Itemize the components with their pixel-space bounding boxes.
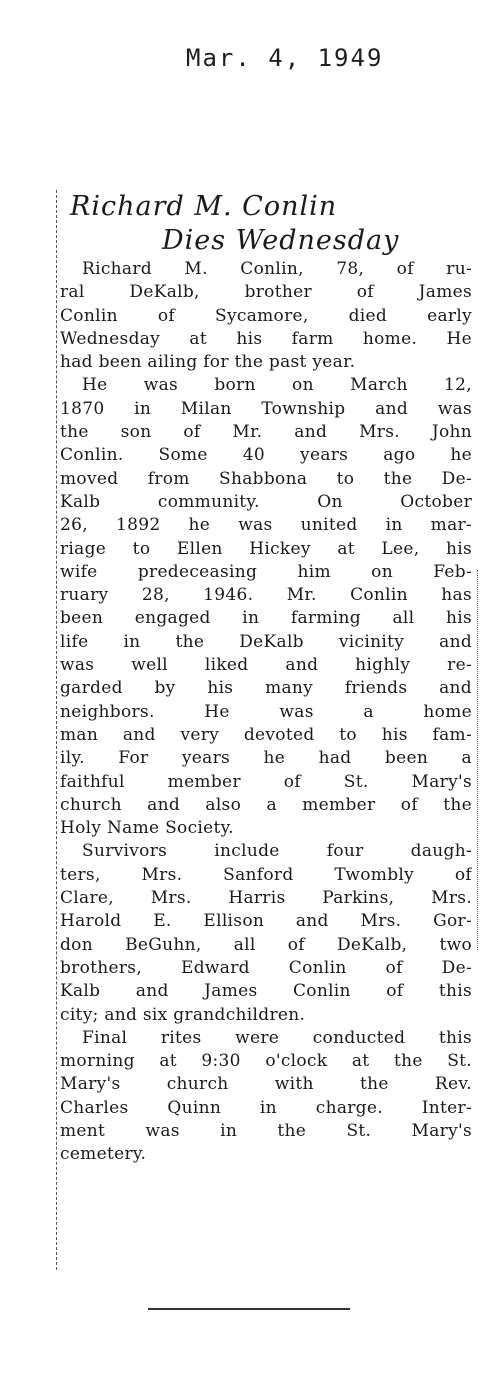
clipping-cut-edge-left <box>56 190 57 1270</box>
text-line: been engaged in farming all his <box>60 608 472 629</box>
text-line: faithful member of St. Mary's <box>60 771 472 792</box>
text-line: ily. For years he had been a <box>60 748 472 769</box>
text-line: Kalb community. On October <box>60 491 472 512</box>
text-line: church and also a member of the <box>60 794 472 815</box>
text-line: He was born on March 12, <box>82 375 472 396</box>
text-line: Conlin of Sycamore, died early <box>60 305 472 326</box>
text-line: Wednesday at his farm home. He <box>60 328 472 349</box>
text-line: Richard M. Conlin, 78, of ru- <box>82 259 472 279</box>
text-line: neighbors. He was a home <box>60 701 472 722</box>
text-line: riage to Ellen Hickey at Lee, his <box>60 538 472 559</box>
text-line: Charles Quinn in charge. Inter- <box>60 1097 472 1118</box>
text-line: Kalb and James Conlin of this <box>60 981 472 1002</box>
obituary-headline <box>60 190 472 258</box>
text-line: cemetery. <box>60 1144 147 1165</box>
text-line: ters, Mrs. Sanford Twombly of <box>60 864 472 885</box>
text-line: had been ailing for the past year. <box>60 352 356 373</box>
text-line: Conlin. Some 40 years ago he <box>60 445 472 466</box>
text-line: ruary 28, 1946. Mr. Conlin has <box>60 585 472 606</box>
text-line: man and very devoted to his fam- <box>60 724 472 745</box>
obituary-body <box>60 258 472 1167</box>
text-line: moved from Shabbona to the De- <box>60 468 472 489</box>
text-line: Mary's church with the Rev. <box>60 1074 472 1095</box>
headline-line-1: Richard M. Conlin <box>70 191 338 222</box>
text-line: Final rites were conducted this <box>82 1027 472 1048</box>
newspaper-clipping <box>60 190 472 1167</box>
text-line: city; and six grandchildren. <box>60 1004 306 1025</box>
clipping-date: Mar. 4, 1949 <box>186 44 384 72</box>
text-line: 1870 in Milan Township and was <box>60 398 472 419</box>
text-line: ment was in the St. Mary's <box>60 1120 472 1141</box>
clipping-cut-edge-right <box>477 570 478 950</box>
text-line: was well liked and highly re- <box>60 655 472 676</box>
text-line: don BeGuhn, all of DeKalb, two <box>60 934 472 955</box>
text-line: Harold E. Ellison and Mrs. Gor- <box>60 911 472 932</box>
text-line: the son of Mr. and Mrs. John <box>60 422 472 443</box>
headline-line-2: Dies Wednesday <box>162 225 400 256</box>
obituary-paragraph <box>60 1027 472 1167</box>
closing-rule <box>148 1308 350 1310</box>
text-line: 26, 1892 he was united in mar- <box>60 515 472 536</box>
obituary-paragraph <box>60 258 472 374</box>
text-line: Holy Name Society. <box>60 818 234 839</box>
obituary-paragraph <box>60 840 472 1026</box>
text-line: Clare, Mrs. Harris Parkins, Mrs. <box>60 888 472 909</box>
text-line: life in the DeKalb vicinity and <box>60 631 472 652</box>
text-line: morning at 9:30 o'clock at the St. <box>60 1051 472 1072</box>
text-line: garded by his many friends and <box>60 678 472 699</box>
obituary-paragraph <box>60 374 472 840</box>
text-line: brothers, Edward Conlin of De- <box>60 957 472 978</box>
text-line: Survivors include four daugh- <box>82 841 472 862</box>
text-line: wife predeceasing him on Feb- <box>60 561 472 582</box>
text-line: ral DeKalb, brother of James <box>60 282 472 303</box>
